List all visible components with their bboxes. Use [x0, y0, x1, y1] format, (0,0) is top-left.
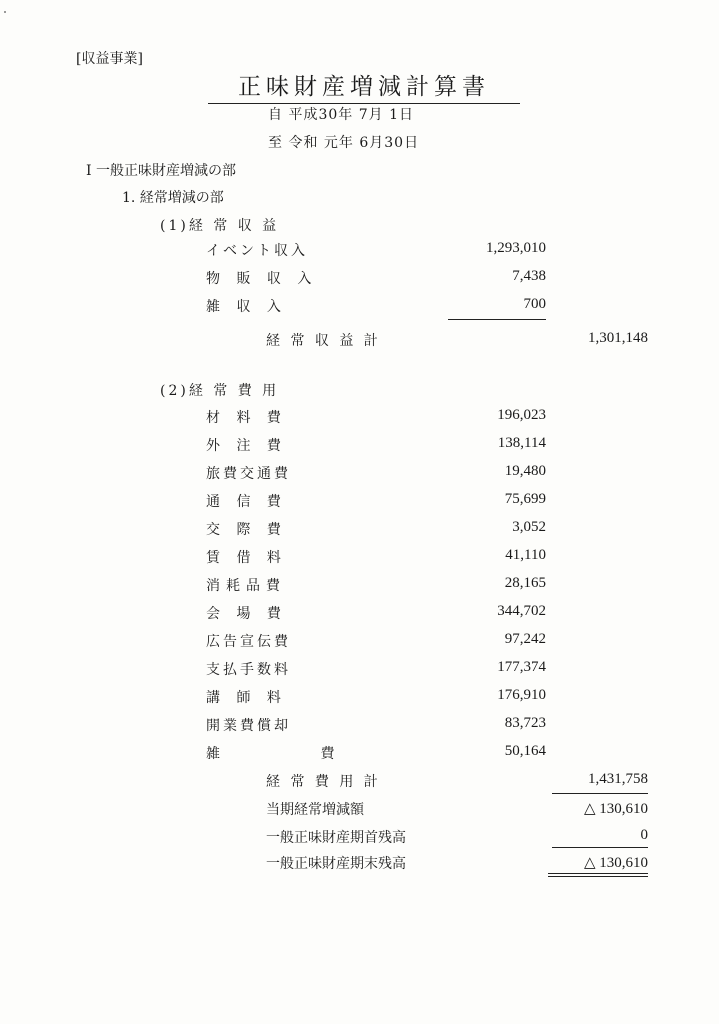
- expense-label-materials: 材 料 費: [206, 410, 287, 426]
- revenue-amount-event: 1,293,010: [486, 240, 546, 256]
- period-from: 自 平成30年 7月 1日: [268, 107, 414, 123]
- closing-double-rule-top: [548, 873, 648, 874]
- expense-label-lecturer: 講 師 料: [206, 690, 287, 706]
- expense-label-travel: 旅費交通費: [206, 466, 291, 482]
- summary-label-opening: 一般正味財産期首残高: [266, 830, 406, 846]
- expense-amount-entertainment: 3,052: [512, 519, 546, 535]
- summary-subtotal-rule: [552, 847, 648, 848]
- expense-label-outsourcing: 外 注 費: [206, 438, 287, 454]
- revenue-label-sales: 物 販 収 入: [206, 271, 318, 287]
- summary-amount-closing: △ 130,610: [583, 855, 648, 871]
- expense-amount-amortization: 83,723: [504, 715, 546, 731]
- expense-amount-materials: 196,023: [497, 407, 546, 423]
- revenue-subtotal-rule: [448, 319, 546, 320]
- summary-label-closing: 一般正味財産期末残高: [266, 856, 406, 872]
- expense-amount-misc: 50,164: [504, 743, 546, 759]
- subsection-heading: 1. 経常増減の部: [122, 190, 224, 206]
- expense-amount-travel: 19,480: [504, 463, 546, 479]
- page-title: 正味財産増減計算書: [208, 68, 520, 104]
- expense-amount-communication: 75,699: [504, 491, 546, 507]
- revenue-total-amount: 1,301,148: [588, 330, 648, 346]
- section-heading: Ⅰ 一般正味財産増減の部: [86, 163, 236, 179]
- expense-amount-rent: 41,110: [505, 547, 546, 563]
- summary-label-net-change: 当期経常増減額: [266, 802, 364, 818]
- summary-amount-opening: 0: [640, 827, 648, 843]
- expense-label-misc: 雑 費: [206, 746, 383, 762]
- expense-label-venue: 会 場 費: [206, 606, 287, 622]
- expense-label-fees: 支払手数料: [206, 662, 291, 678]
- revenue-label-event: イベント収入: [206, 243, 308, 259]
- revenue-label-misc: 雑 収 入: [206, 299, 287, 315]
- summary-amount-net-change: △ 130,610: [583, 801, 648, 817]
- expense-amount-advertising: 97,242: [504, 631, 546, 647]
- expense-label-supplies: 消耗品費: [206, 578, 286, 594]
- expense-label-entertainment: 交 際 費: [206, 522, 287, 538]
- expense-label-amortization: 開業費償却: [206, 718, 291, 734]
- expense-amount-outsourcing: 138,114: [497, 435, 546, 451]
- expense-amount-lecturer: 176,910: [497, 687, 546, 703]
- revenue-amount-misc: 700: [523, 296, 546, 312]
- scan-speck: [4, 11, 6, 13]
- expense-label-rent: 賃 借 料: [206, 550, 287, 566]
- expense-amount-venue: 344,702: [497, 603, 546, 619]
- expense-amount-supplies: 28,165: [504, 575, 546, 591]
- expenses-total-rule: [552, 793, 648, 794]
- section-tag: [収益事業]: [76, 51, 143, 67]
- expenses-heading: (2)経 常 費 用: [160, 383, 280, 399]
- period-to: 至 令和 元年 6月30日: [268, 135, 420, 151]
- expense-amount-fees: 177,374: [497, 659, 546, 675]
- closing-double-rule-bottom: [548, 876, 648, 877]
- expenses-total-label: 経 常 費 用 計: [266, 774, 381, 790]
- revenue-heading: (1)経 常 収 益: [160, 218, 280, 234]
- expense-label-advertising: 広告宣伝費: [206, 634, 291, 650]
- revenue-total-label: 経 常 収 益 計: [266, 333, 381, 349]
- expenses-total-amount: 1,431,758: [588, 771, 648, 787]
- expense-label-communication: 通 信 費: [206, 494, 287, 510]
- revenue-amount-sales: 7,438: [512, 268, 546, 284]
